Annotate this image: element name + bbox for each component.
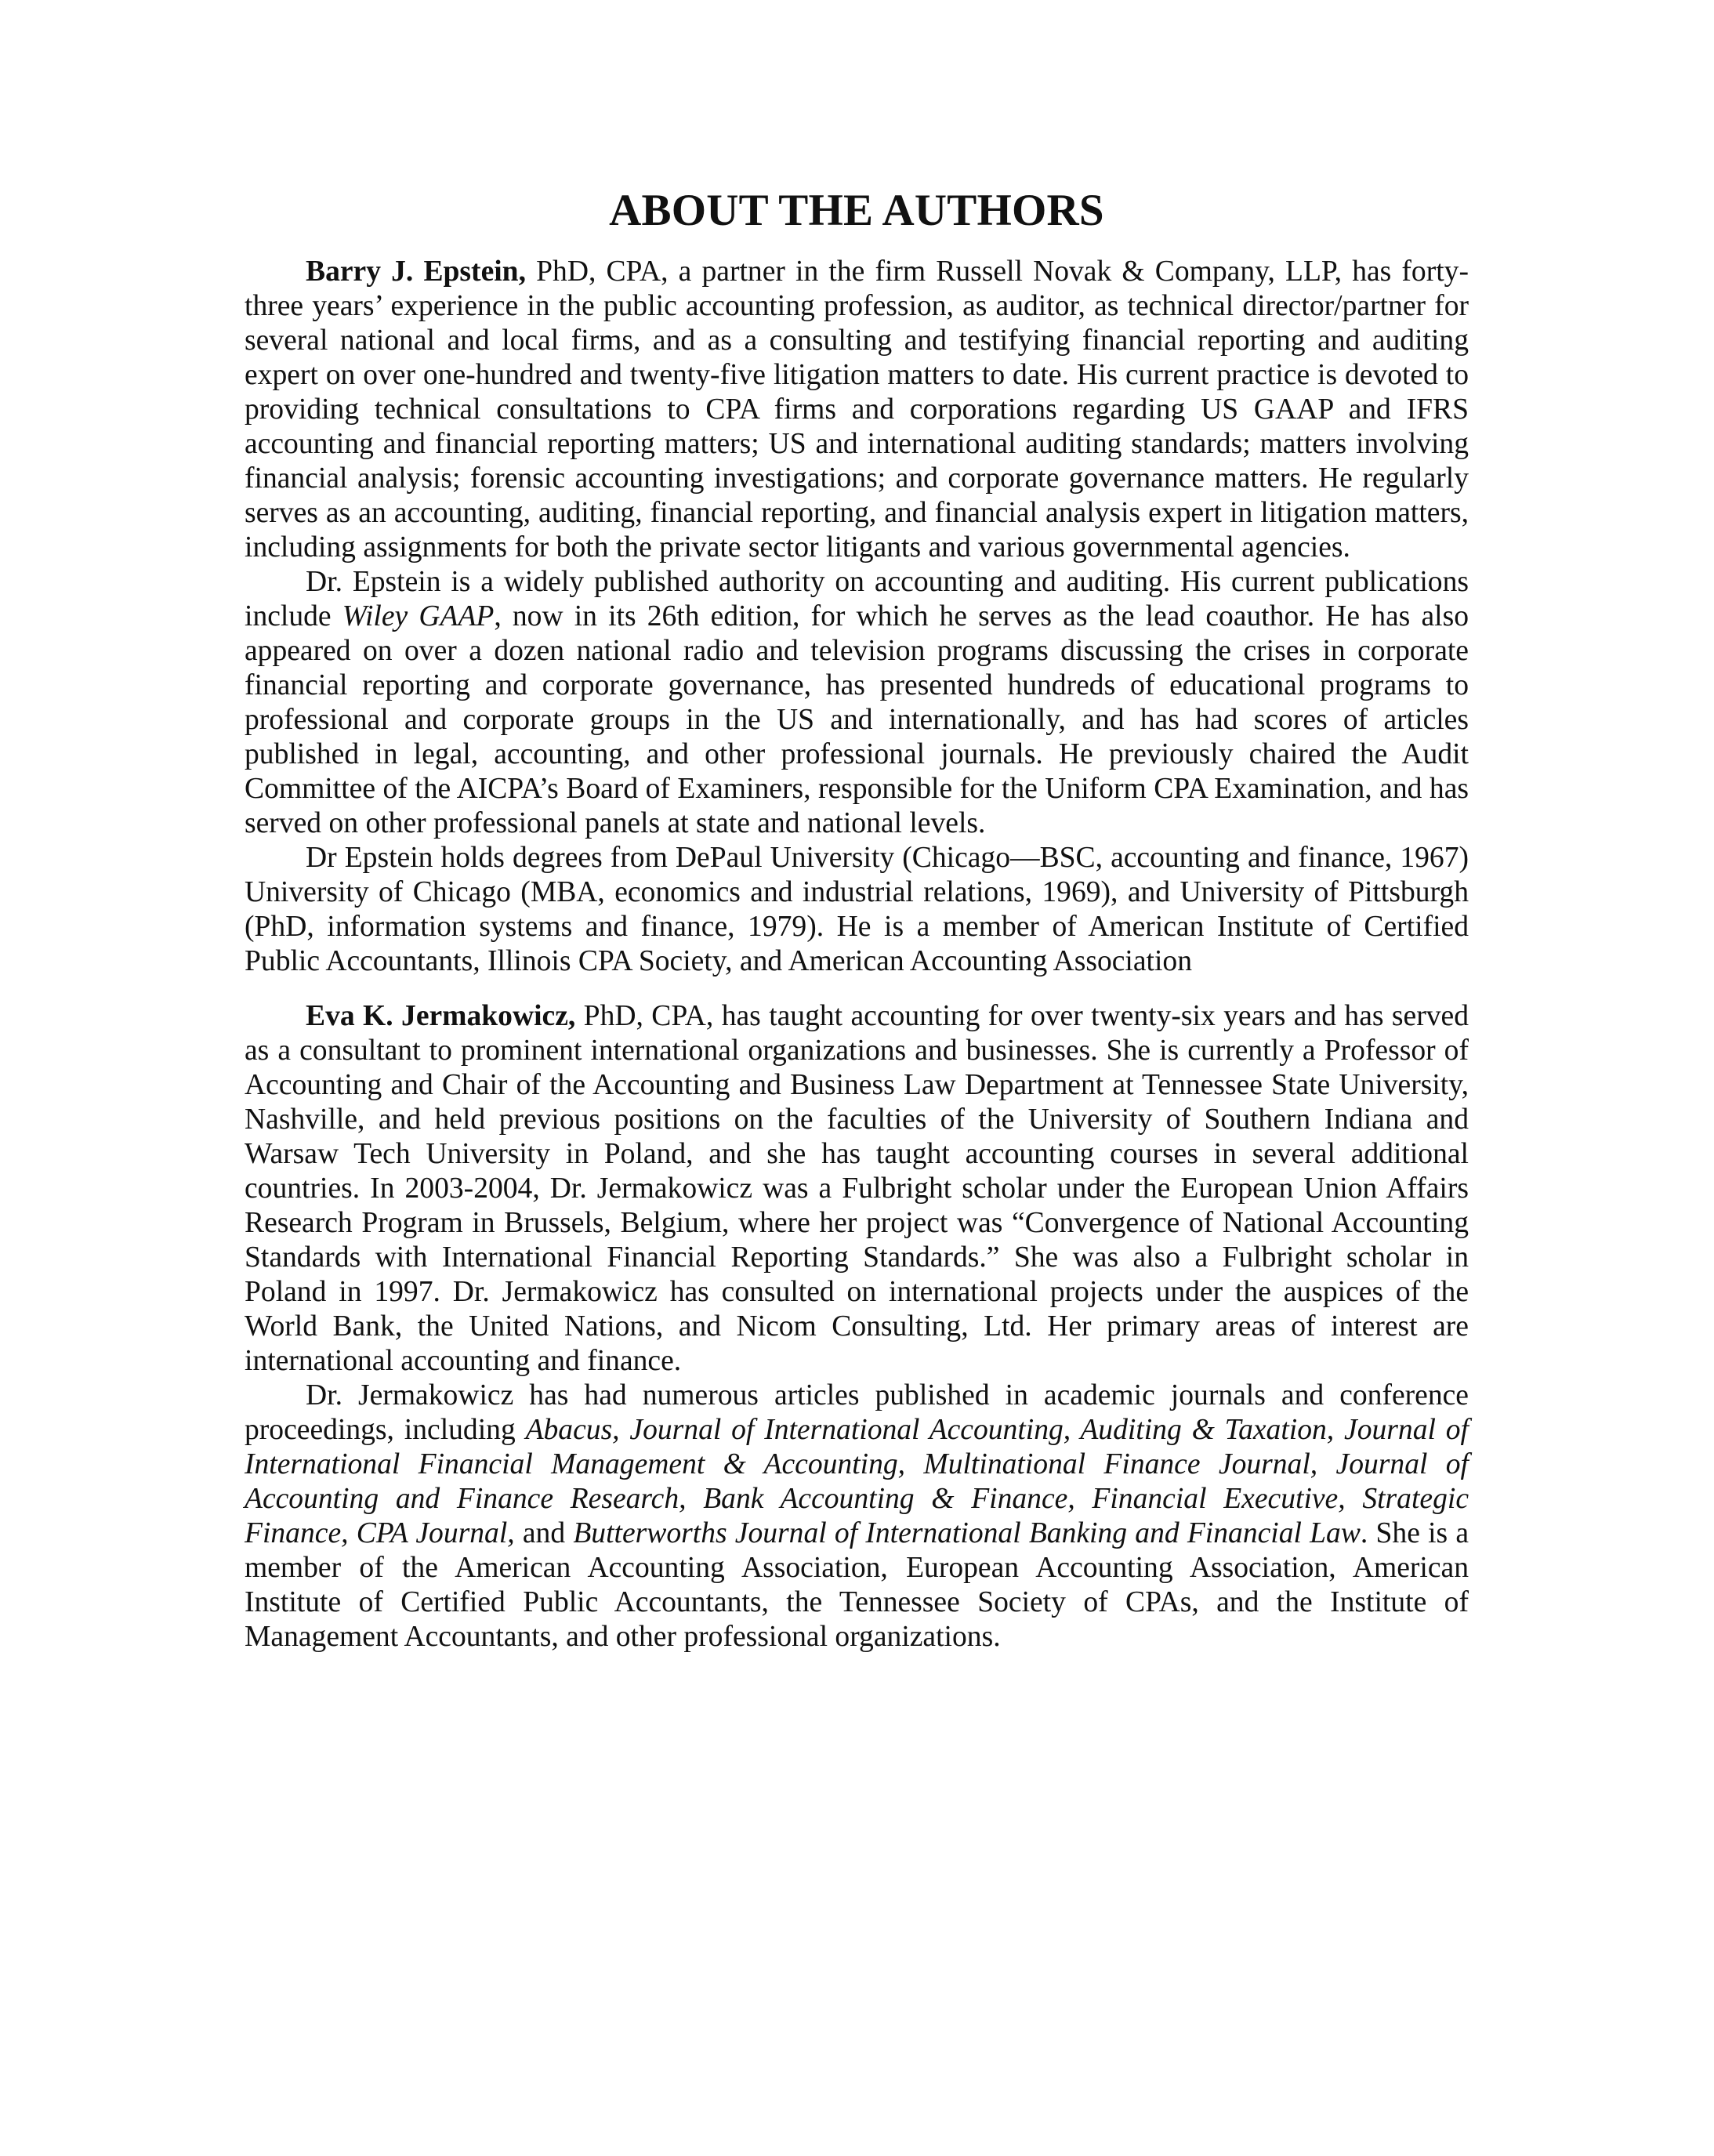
author-bio-epstein [245, 255, 1469, 979]
jermakowicz-paragraph-2-text-b: . She is a member of the American Accounting Association, European Accounting Association, American Institute of Certified Public Accountants, the Tennessee Society of CPAs, and the Institute of Management Accountants, and other professional organizations. [245, 1517, 1469, 1653]
epstein-paragraph-1 [245, 255, 1469, 565]
epstein-paragraph-2-text-b: , now in its 26th edition, for which he serves as the lead coauthor. He has also appeared on over a dozen national radio and television programs discussing the crises in corporate financial reporting and corporate governance, has presented hundreds of educational programs to professional and corporate groups in the US and internationally, and has had scores of articles published in legal, accounting, and other professional journals. He previously chaired the Audit Committee of the AICPA’s Board of Examiners, responsible for the Uniform CPA Examination, and has served on other professional panels at state and national levels. [245, 600, 1469, 839]
book-title-wiley-gaap: Wiley GAAP [342, 600, 495, 632]
jermakowicz-paragraph-2-text-a: Dr. Jermakowicz has had numerous articles published in academic journals and conference proceedings, including [245, 1379, 1469, 1446]
journal-title-butterworths: Butterworths Journal of International Banking and Financial Law [573, 1517, 1361, 1549]
epstein-paragraph-1-text: PhD, CPA, a partner in the firm Russell Novak & Company, LLP, has forty-three years’ experience in the public accounting profession, as auditor, as technical director/partner for several national and local firms, and as a consulting and testifying financial reporting and auditing expert on over one-hundred and twenty-five litigation matters to date. His current practice is devoted to providing technical consultations to CPA firms and corporations regarding US GAAP and IFRS accounting and financial reporting matters; US and international auditing standards; matters involving financial analysis; forensic accounting investigations; and corporate governance matters. He regularly serves as an accounting, auditing, financial reporting, and financial analysis expert in litigation matters, including assignments for both the private sector litigants and various governmental agencies. [245, 255, 1469, 563]
jermakowicz-paragraph-1-text: PhD, CPA, has taught accounting for over twenty-six years and has served as a consultant to prominent international organizations and businesses. She is currently a Professor of Accounting and Chair of the Accounting and Business Law Department at Tennessee State University, Nashville, and held previous positions on the faculties of the University of Southern Indiana and Warsaw Tech University in Poland, and she has taught accounting courses in several additional countries. In 2003-2004, Dr. Jermakowicz was a Fulbright scholar under the European Union Affairs Research Program in Brussels, Belgium, where her project was “Convergence of National Accounting Standards with International Financial Reporting Standards.” She was also a Fulbright scholar in Poland in 1997. Dr. Jermakowicz has consulted on international projects under the auspices of the World Bank, the United Nations, and Nicom Consulting, Ltd. Her primary areas of interest are international accounting and finance. [245, 1000, 1469, 1377]
epstein-paragraph-2 [245, 565, 1469, 841]
journal-list-and: and [514, 1517, 574, 1549]
jermakowicz-paragraph-2 [245, 1379, 1469, 1654]
jermakowicz-paragraph-1 [245, 999, 1469, 1379]
journal-list: Abacus, Journal of International Accounting, Auditing & Taxation, Journal of International Financial Management & Accounting, Multinational Finance Journal, Journal of Accounting and Finance Research, Bank Accounting & Finance, Financial Executive, Strategic Finance, CPA Journal, [245, 1414, 1469, 1549]
author-name-jermakowicz: Eva K. Jermakowicz, [306, 1000, 576, 1032]
section-divider-space [245, 979, 1469, 999]
epstein-paragraph-3: Dr Epstein holds degrees from DePaul University (Chicago—BSC, accounting and finance, 1967) University of Chicago (MBA, economics and industrial relations, 1969), and University of Pittsburgh (PhD, information systems and finance, 1979). He is a member of American Institute of Certified Public Accountants, Illinois CPA Society, and American Accounting Association [245, 842, 1469, 977]
author-name-epstein: Barry J. Epstein, [306, 255, 526, 288]
author-bio-jermakowicz [245, 999, 1469, 1654]
epstein-paragraph-2-text-a: Dr. Epstein is a widely published authority on accounting and auditing. His current publications include [245, 566, 1469, 632]
about-the-authors-page [245, 188, 1469, 1654]
page-title: ABOUT THE AUTHORS [609, 186, 1104, 235]
